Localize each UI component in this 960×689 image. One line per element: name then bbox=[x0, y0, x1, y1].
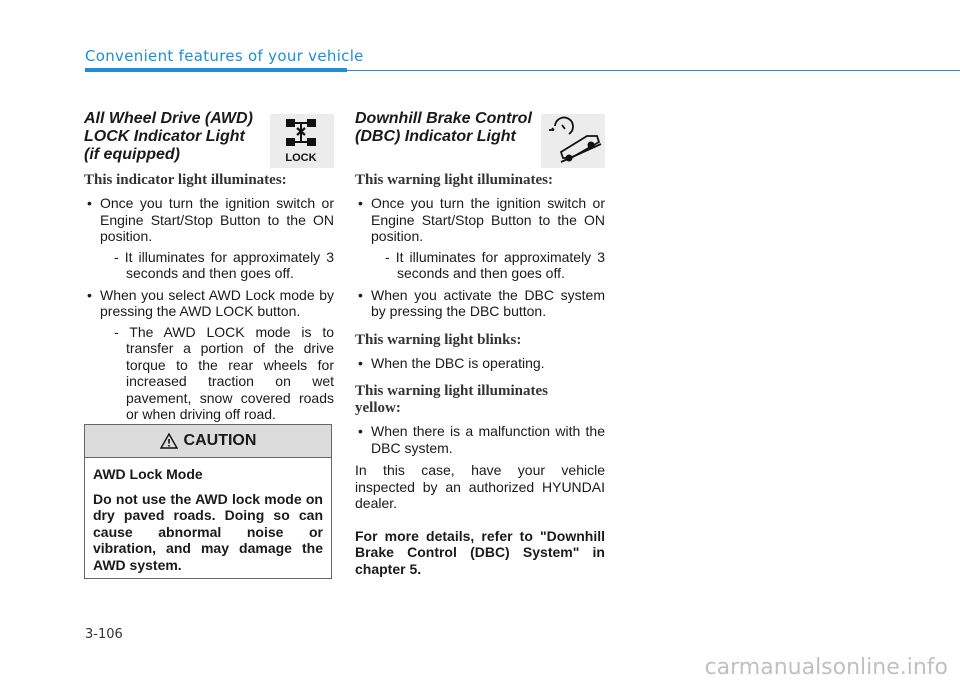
header-rule-thick bbox=[85, 68, 347, 72]
dbc-bullet-list-2 bbox=[355, 355, 605, 372]
dbc-section bbox=[355, 110, 605, 577]
dbc-bullet1: Once you turn the ignition switch or Engine Start/Stop Button to the ON position. bbox=[371, 195, 605, 244]
awd-bullet-list bbox=[84, 195, 334, 423]
dbc-bullet-list-3 bbox=[355, 423, 605, 456]
awd-title bbox=[84, 110, 264, 164]
awd-bullet2: When you select AWD Lock mode by pressing the AWD LOCK button. bbox=[100, 286, 334, 319]
list-item bbox=[355, 355, 605, 372]
bullet-dot: • bbox=[358, 286, 363, 303]
dbc-title-line1: Downhill Brake Control bbox=[355, 110, 532, 127]
dbc-heading-yellow: This warning light illuminates yellow: bbox=[355, 383, 548, 416]
bullet-dot: • bbox=[87, 286, 92, 303]
awd-section bbox=[84, 110, 334, 428]
caution-header bbox=[85, 425, 331, 458]
awd-lock-icon bbox=[270, 114, 334, 168]
dbc-bullet-list-1 bbox=[355, 195, 605, 320]
list-item bbox=[355, 423, 605, 456]
awd-icon-label: LOCK bbox=[285, 152, 317, 164]
bullet-dot: • bbox=[358, 195, 363, 211]
awd-bullet1: Once you turn the ignition switch or Engine Start/Stop Button to the ON position. bbox=[100, 195, 334, 244]
list-item bbox=[355, 195, 605, 282]
page-number: 3-106 bbox=[85, 627, 123, 642]
list-item bbox=[84, 287, 334, 423]
caution-label: CAUTION bbox=[183, 432, 257, 449]
awd-title-line3: (if equipped) bbox=[84, 146, 180, 163]
awd-subheading: This indicator light illuminates: bbox=[84, 172, 287, 188]
header-rule-thin bbox=[347, 70, 960, 71]
awd-title-line1: All Wheel Drive (AWD) bbox=[84, 110, 253, 127]
dbc-paragraph-reference: For more details, refer to "Downhill Brake Control (DBC) System" in chapter 5. bbox=[355, 527, 605, 577]
caution-body bbox=[85, 458, 331, 573]
dbc-bullet4: When there is a malfunction with the DBC system. bbox=[371, 423, 605, 456]
dbc-title bbox=[355, 110, 535, 146]
dbc-bullet1-sub: - It illuminates for approximately 3 seconds and then goes off. bbox=[385, 248, 605, 281]
awd-bullet2-sub: - The AWD LOCK mode is to transfer a portion of the drive torque to the rear wheels for increased traction on wet pavement, snow covered roads or when driving off road. bbox=[114, 323, 334, 422]
header-title: Convenient features of your vehicle bbox=[85, 47, 364, 65]
dbc-bullet3: When the DBC is operating. bbox=[371, 354, 545, 371]
caution-box bbox=[84, 424, 332, 579]
downhill-car-icon bbox=[541, 114, 605, 168]
awd-bullet1-sub: - It illuminates for approximately 3 seconds and then goes off. bbox=[114, 248, 334, 281]
bullet-dot: • bbox=[87, 195, 92, 211]
list-item bbox=[84, 195, 334, 282]
awd-lock-drivetrain-icon bbox=[270, 114, 334, 168]
dbc-paragraph-dealer: In this case, have your vehicle inspected by an authorized HYUNDAI dealer. bbox=[355, 462, 605, 511]
caution-title: AWD Lock Mode bbox=[93, 466, 203, 482]
awd-title-line2: LOCK Indicator Light bbox=[84, 128, 245, 145]
dbc-heading-illuminates: This warning light illuminates: bbox=[355, 172, 553, 188]
watermark: carmanualsonline.info bbox=[704, 655, 948, 680]
list-item bbox=[355, 287, 605, 320]
bullet-dot: • bbox=[358, 423, 363, 439]
dbc-title-line2: (DBC) Indicator Light bbox=[355, 128, 516, 145]
warning-triangle-icon bbox=[160, 433, 178, 449]
dbc-indicator-icon bbox=[541, 114, 605, 168]
dbc-heading-blinks: This warning light blinks: bbox=[355, 331, 522, 348]
bullet-dot: • bbox=[358, 354, 363, 371]
caution-message: Do not use the AWD lock mode on dry paved roads. Doing so can cause abnormal noise or vibration, and may damage the AWD system. bbox=[93, 490, 323, 573]
dbc-bullet2: When you activate the DBC system by pressing the DBC button. bbox=[371, 286, 605, 319]
